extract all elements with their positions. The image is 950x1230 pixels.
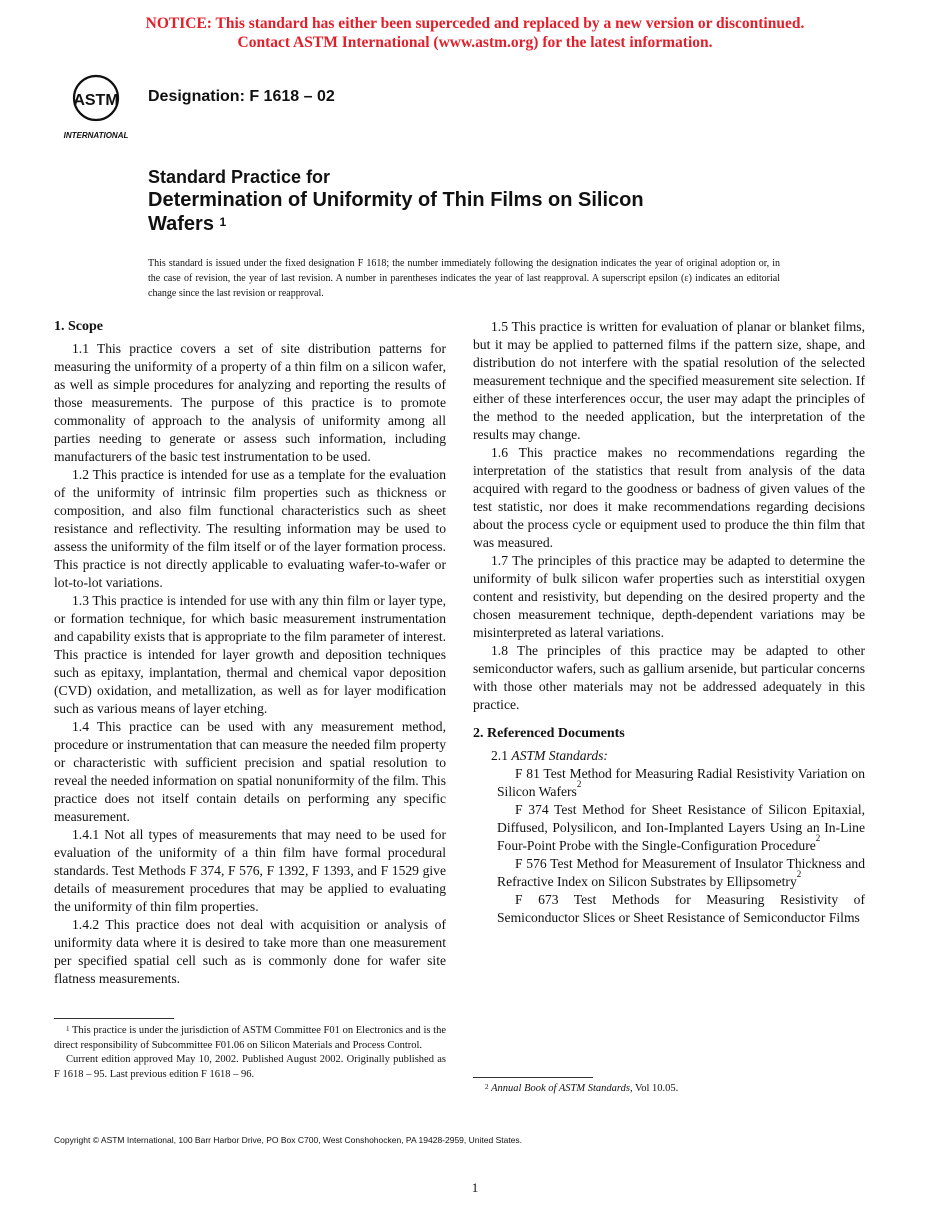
logo-caption: INTERNATIONAL [63, 131, 129, 140]
page-number: 1 [471, 1180, 479, 1195]
reference-text: F 374 Test Method for Sheet Resistance of Silicon Epitaxial, Diffused, Polysilicon, and Ion-Implanted Layers Using an In-Line Four-Point Probe with the Single-Configuration Procedure [497, 802, 865, 853]
title-footnote-mark: 1 [219, 215, 227, 229]
reference-text: F 576 Test Method for Measurement of Insulator Thickness and Refractive Index on Silicon Substrates by Ellipsometry [497, 856, 865, 889]
footnote-1-mark: 1 [66, 1025, 70, 1033]
right-column [473, 318, 865, 927]
designation: Designation: F 1618 – 02 [148, 88, 335, 105]
notice-line-1: NOTICE: This standard has either been superceded and replaced by a new version or discontinued. [145, 15, 805, 32]
paragraph-1-4: 1.4 This practice can be used with any measurement method, procedure or instrumentation that can measure the needed film property or characteristic with sufficient precision and spatial resolution to reveal the needed information on spatial nonuniformity of the film. This practice does not itself contain details on performing any specific measurement. [54, 719, 446, 824]
paragraph-1-6: 1.6 This practice makes no recommendations regarding the interpretation of the statistics that result from analysis of the data acquired with regard to the goodness or badness of given values of the test statistic, nor does it make recommendations regarding decisions about the process cycle or equipment used to produce the thin film that was measured. [473, 445, 865, 550]
referenced-documents-heading: 2. Referenced Documents [473, 726, 625, 741]
footnote-1-text [54, 1024, 446, 1053]
paragraph-1-3: 1.3 This practice is intended for use with any thin film or layer type, or formation technique, for which basic measurement instrumentation and capability exists that is appropriate to the film parameter of interest. This practice is intended for layer growth and deposition techniques such as epitaxy, implantation, thermal and chemical vapor deposition (CVD) oxidation, and metallization, as well as for layer modification such as various means of layer etching. [54, 593, 446, 716]
title-line-3-text: Wafers [148, 213, 214, 235]
reference-f81 [473, 765, 865, 801]
footnote-1-edition: Current edition approved May 10, 2002. Published August 2002. Originally published as F 1618 – 95. Last previous edition F 1618 – 96. [54, 1054, 446, 1080]
paragraph-1-7: 1.7 The principles of this practice may be adapted to determine the uniformity of bulk silicon wafer properties such as interstitial oxygen content and resistivity, but depending on the desired property and the chosen measurement technique, depth-dependent variations may be misinterpreted as lateral variations. [473, 553, 865, 640]
copyright-line: Copyright © ASTM International, 100 Barr Harbor Drive, PO Box C700, West Conshohocken, PA 19428-2959, United States. [54, 1135, 523, 1145]
paragraph-1-1: 1.1 This practice covers a set of site distribution patterns for measuring the uniformity of a property of a thin film on a silicon wafer, as well as simple procedures for analyzing and reporting the results of those measurements. The purpose of this practice is to promote commonality of approach to the analysis of uniformity among all parties needing to generate or assess such information, including manufacturers of the basic test instrumentation to be used. [54, 341, 446, 464]
reference-f673 [473, 891, 865, 927]
scope-heading: 1. Scope [54, 319, 103, 334]
footnote-2-rest: , Vol 10.05. [629, 1083, 679, 1094]
supersede-notice [0, 14, 950, 52]
paragraph-1-5: 1.5 This practice is written for evaluation of planar or blanket films, but it may be applied to patterned films if the pattern size, shape, and distribution do not interfere with the spatial resolution of the selected measurement technique and the specified measurement site selection. If either of these interferences occur, the user may adapt the principles of the method to the needed application, but the interpretation of the results may change. [473, 319, 865, 442]
footnote-1-body: This practice is under the jurisdiction of ASTM Committee F01 on Electronics and is the direct responsibility of Subcommittee F01.06 on Silicon Materials and Process Control. [54, 1025, 446, 1051]
footnote-mark: 2 [576, 779, 582, 789]
paragraph-2-1-number: 2.1 [491, 748, 508, 763]
left-column [54, 318, 446, 988]
footnote-2-title: Annual Book of ASTM Standards [491, 1083, 630, 1094]
astm-logo [55, 72, 137, 142]
reference-f576 [473, 855, 865, 891]
footnote-mark: 2 [796, 869, 802, 879]
title-line-3 [148, 212, 788, 236]
document-title [148, 166, 788, 236]
footnote-2-text [473, 1082, 865, 1097]
reference-f374 [473, 801, 865, 855]
paragraph-1-2: 1.2 This practice is intended for use as a template for the evaluation of the uniformity of intrinsic film properties such as thickness or composition, and also film functional characteristics such as sheet resistance and reflectivity. The resulting information may be used to assess the uniformity of the film itself or of the layer formation process. This practice is not directly applicable to evaluating wafer-to-wafer or lot-to-lot variations. [54, 467, 446, 590]
paragraph-1-4-1: 1.4.1 Not all types of measurements that may need to be used for evaluation of the uniformity of a thin film have formal procedural standards. Test Methods F 374, F 576, F 1392, F 1393, and F 1529 give details of measurement procedures that may be applied to evaluating the uniformity of thin film properties. [54, 827, 446, 914]
footnote-rule-left [54, 1018, 174, 1019]
paragraph-1-4-2: 1.4.2 This practice does not deal with acquisition or analysis of uniformity data where it is desired to take more than one measurement per specified spatial cell such as is commonly done for wafer site flatness measurements. [54, 917, 446, 986]
footnote-1 [54, 1024, 446, 1082]
issue-note: This standard is issued under the fixed designation F 1618; the number immediately following the designation indicates the year of original adoption or, in the case of revision, the year of last revision. A number in parentheses indicates the year of last reapproval. A superscript epsilon (ε) indicates an editorial change since the last revision or reapproval. [148, 258, 780, 299]
reference-text: F 81 Test Method for Measuring Radial Resistivity Variation on Silicon Wafers [497, 766, 865, 799]
title-line-1: Standard Practice for [148, 167, 331, 187]
title-line-2: Determination of Uniformity of Thin Films on Silicon [148, 189, 644, 211]
paragraph-2-1 [473, 747, 865, 765]
footnote-2 [473, 1082, 865, 1097]
logo-text: ASTM [73, 92, 119, 109]
reference-text: F 673 Test Methods for Measuring Resistivity of Semiconductor Slices or Sheet Resistance of Semiconductor Films [497, 892, 865, 925]
notice-line-2: Contact ASTM International (www.astm.org) for the latest information. [237, 34, 713, 51]
footnote-rule-right [473, 1077, 593, 1078]
footnote-2-mark: 2 [485, 1083, 489, 1091]
astm-standards-label: ASTM Standards: [511, 748, 608, 763]
footnote-mark: 2 [815, 833, 821, 843]
paragraph-1-8: 1.8 The principles of this practice may be adapted to other semiconductor wafers, such as gallium arsenide, but particular concerns with those other materials may not be addressed adequately in this practice. [473, 643, 865, 712]
